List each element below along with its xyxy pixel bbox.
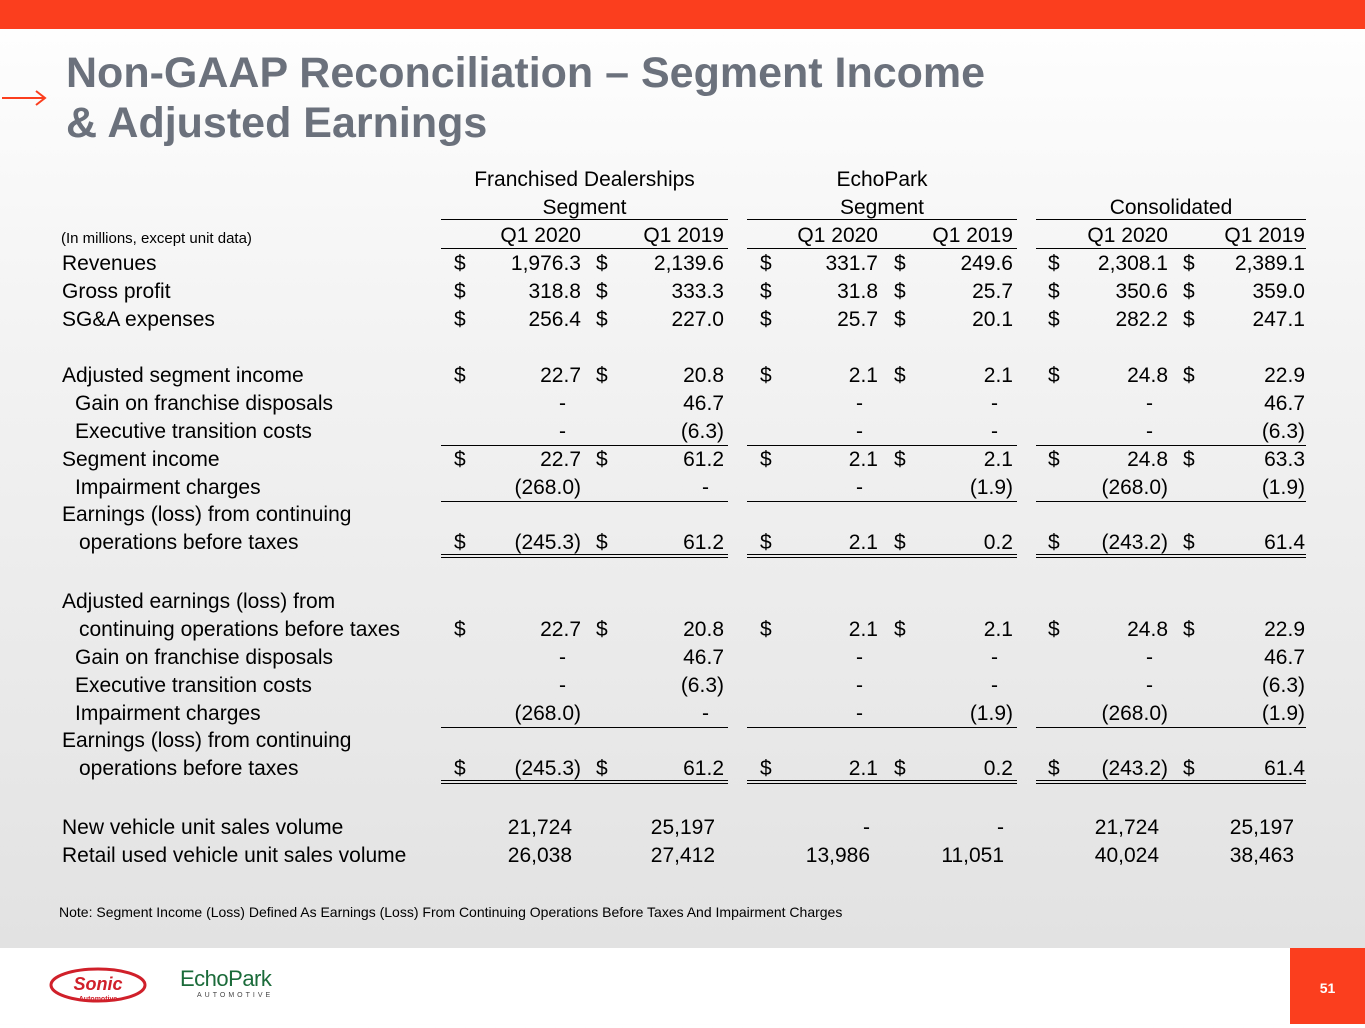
underline [441, 219, 728, 220]
table-cell: 333.3 [671, 280, 724, 303]
table-cell: 20.8 [683, 364, 724, 387]
table-cell: - [702, 702, 709, 725]
title-line-1: Non-GAAP Reconciliation – Segment Income [66, 49, 986, 97]
table-cell: (245.3) [514, 757, 581, 780]
underline [747, 445, 1017, 446]
table-cell: (268.0) [1101, 702, 1168, 725]
table-cell: 22.7 [540, 448, 581, 471]
row-label: Earnings (loss) from continuing [62, 729, 352, 752]
dollar-sign: $ [454, 531, 466, 554]
table-cell: - [991, 674, 998, 697]
table-cell: (6.3) [1261, 420, 1305, 443]
row-label: operations before taxes [79, 531, 299, 554]
dollar-sign: $ [760, 280, 772, 303]
table-cell: 256.4 [528, 308, 581, 331]
table-cell: 2,139.6 [653, 252, 724, 275]
group-header-franchised: Franchised Dealerships [474, 168, 695, 191]
table-cell: 13,986 [805, 844, 870, 867]
sonic-automotive-logo [48, 965, 148, 1005]
table-cell: (243.2) [1101, 531, 1168, 554]
underline [747, 727, 1017, 728]
table-cell: - [991, 420, 998, 443]
table-cell: 227.0 [671, 308, 724, 331]
dollar-sign: $ [1183, 252, 1195, 275]
table-cell: - [559, 646, 566, 669]
top-accent-bar [0, 0, 1365, 29]
table-cell: 2.1 [983, 618, 1013, 641]
table-cell: 61.4 [1264, 531, 1305, 554]
table-cell: 26,038 [507, 844, 572, 867]
table-cell: 22.7 [540, 364, 581, 387]
table-cell: 22.9 [1264, 618, 1305, 641]
table-cell: - [863, 816, 870, 839]
double-underline [441, 780, 728, 784]
table-cell: 20.8 [683, 618, 724, 641]
table-cell: - [559, 392, 566, 415]
table-cell: - [991, 646, 998, 669]
dollar-sign: $ [894, 308, 906, 331]
table-cell: 2.1 [848, 364, 878, 387]
table-cell: 331.7 [825, 252, 878, 275]
row-label: Executive transition costs [75, 420, 312, 443]
dollar-sign: $ [894, 252, 906, 275]
table-cell: - [1146, 420, 1153, 443]
row-label: Segment income [62, 448, 220, 471]
group-header-consolidated: Consolidated [1109, 196, 1233, 219]
double-underline [1036, 554, 1306, 558]
dollar-sign: $ [1183, 364, 1195, 387]
dollar-sign: $ [894, 531, 906, 554]
table-cell: - [1146, 392, 1153, 415]
table-cell: 24.8 [1127, 364, 1168, 387]
table-cell: 61.2 [683, 757, 724, 780]
dollar-sign: $ [760, 308, 772, 331]
underline [747, 248, 1017, 249]
underline [1036, 219, 1306, 220]
dollar-sign: $ [596, 280, 608, 303]
table-cell: - [559, 674, 566, 697]
table-cell: 0.2 [983, 531, 1013, 554]
table-cell: 359.0 [1252, 280, 1305, 303]
table-cell: 21,724 [1094, 816, 1159, 839]
table-cell: (1.9) [1261, 702, 1305, 725]
table-cell: - [1146, 646, 1153, 669]
table-cell: (268.0) [1101, 476, 1168, 499]
table-cell: 24.8 [1127, 448, 1168, 471]
table-cell: 40,024 [1094, 844, 1159, 867]
dollar-sign: $ [454, 757, 466, 780]
table-cell: 318.8 [528, 280, 581, 303]
double-underline [1036, 780, 1306, 784]
dollar-sign: $ [1048, 448, 1060, 471]
dollar-sign: $ [596, 757, 608, 780]
table-cell: - [856, 420, 863, 443]
dollar-sign: $ [596, 252, 608, 275]
table-cell: 20.1 [972, 308, 1013, 331]
row-label: Impairment charges [75, 476, 261, 499]
table-cell: 22.9 [1264, 364, 1305, 387]
underline [1036, 727, 1306, 728]
table-cell: 46.7 [1264, 646, 1305, 669]
row-label: continuing operations before taxes [79, 618, 401, 641]
table-cell: 46.7 [1264, 392, 1305, 415]
dollar-sign: $ [1048, 618, 1060, 641]
table-cell: (1.9) [1261, 476, 1305, 499]
period-header: Q1 2019 [932, 224, 1013, 247]
table-cell: 61.2 [683, 448, 724, 471]
table-cell: 2.1 [848, 448, 878, 471]
dollar-sign: $ [760, 618, 772, 641]
table-cell: 2,308.1 [1097, 252, 1168, 275]
table-cell: 46.7 [683, 646, 724, 669]
row-label: operations before taxes [79, 757, 299, 780]
row-label: Gain on franchise disposals [75, 646, 333, 669]
dollar-sign: $ [454, 280, 466, 303]
row-label: Earnings (loss) from continuing [62, 503, 352, 526]
row-label: Revenues [62, 252, 157, 275]
dollar-sign: $ [894, 448, 906, 471]
dollar-sign: $ [1048, 252, 1060, 275]
table-cell: (268.0) [514, 476, 581, 499]
table-cell: 27,412 [650, 844, 715, 867]
table-cell: - [856, 674, 863, 697]
dollar-sign: $ [454, 618, 466, 641]
period-header: Q1 2019 [643, 224, 724, 247]
row-label: Adjusted segment income [62, 364, 304, 387]
dollar-sign: $ [894, 618, 906, 641]
table-cell: 25,197 [1229, 816, 1294, 839]
dollar-sign: $ [760, 252, 772, 275]
table-cell: 1,976.3 [510, 252, 581, 275]
table-cell: (243.2) [1101, 757, 1168, 780]
group-header-echopark-segment: Segment [839, 196, 925, 219]
table-cell: 282.2 [1115, 308, 1168, 331]
dollar-sign: $ [1183, 618, 1195, 641]
table-cell: - [856, 646, 863, 669]
dollar-sign: $ [454, 308, 466, 331]
dollar-sign: $ [894, 364, 906, 387]
table-cell: 61.4 [1264, 757, 1305, 780]
dollar-sign: $ [596, 448, 608, 471]
table-cell: - [559, 420, 566, 443]
table-cell: 249.6 [960, 252, 1013, 275]
table-cell: (245.3) [514, 531, 581, 554]
table-cell: 46.7 [683, 392, 724, 415]
table-cell: 38,463 [1229, 844, 1294, 867]
table-cell: 63.3 [1264, 448, 1305, 471]
svg-text:Automotive: Automotive [78, 996, 118, 1003]
underline [1036, 501, 1306, 502]
dollar-sign: $ [454, 448, 466, 471]
dollar-sign: $ [894, 757, 906, 780]
table-cell: (6.3) [680, 420, 724, 443]
table-cell: 2.1 [848, 757, 878, 780]
dollar-sign: $ [760, 364, 772, 387]
table-cell: 2,389.1 [1234, 252, 1305, 275]
dollar-sign: $ [596, 531, 608, 554]
table-cell: 11,051 [941, 844, 1004, 867]
dollar-sign: $ [1048, 531, 1060, 554]
row-label: Gross profit [62, 280, 171, 303]
table-cell: 0.2 [983, 757, 1013, 780]
dollar-sign: $ [1183, 757, 1195, 780]
dollar-sign: $ [454, 364, 466, 387]
table-cell: (1.9) [969, 476, 1013, 499]
dollar-sign: $ [596, 618, 608, 641]
table-cell: 31.8 [837, 280, 878, 303]
svg-text:Sonic: Sonic [73, 974, 123, 994]
table-cell: (268.0) [514, 702, 581, 725]
double-underline [747, 780, 1017, 784]
dollar-sign: $ [760, 757, 772, 780]
dollar-sign: $ [1048, 280, 1060, 303]
dollar-sign: $ [894, 280, 906, 303]
dollar-sign: $ [1048, 364, 1060, 387]
table-cell: 22.7 [540, 618, 581, 641]
title-line-2: & Adjusted Earnings [66, 99, 488, 147]
table-cell: 2.1 [848, 618, 878, 641]
period-header: Q1 2019 [1224, 224, 1305, 247]
dollar-sign: $ [1183, 308, 1195, 331]
arrow-right-icon [0, 88, 48, 108]
echopark-logo-subtitle: AUTOMOTIVE [197, 992, 274, 999]
table-cell: 24.8 [1127, 618, 1168, 641]
row-label: SG&A expenses [62, 308, 215, 331]
table-cell: (6.3) [1261, 674, 1305, 697]
units-note: (In millions, except unit data) [61, 230, 252, 247]
table-cell: 2.1 [848, 531, 878, 554]
page-title [66, 48, 985, 148]
table-cell: 247.1 [1252, 308, 1305, 331]
footnote: Note: Segment Income (Loss) Defined As Earnings (Loss) From Continuing Operations Before Taxes And Impairment Charges [59, 904, 843, 920]
table-cell: 350.6 [1115, 280, 1168, 303]
table-cell: 61.2 [683, 531, 724, 554]
dollar-sign: $ [1048, 757, 1060, 780]
page-number: 51 [1290, 948, 1365, 1024]
table-cell: 25.7 [837, 308, 878, 331]
row-label: New vehicle unit sales volume [62, 816, 344, 839]
table-cell: - [856, 392, 863, 415]
table-cell: - [997, 816, 1004, 839]
dollar-sign: $ [1183, 280, 1195, 303]
table-cell: 25.7 [972, 280, 1013, 303]
table-cell: - [991, 392, 998, 415]
underline [441, 727, 728, 728]
table-cell: - [856, 476, 863, 499]
underline [1036, 248, 1306, 249]
table-cell: 2.1 [983, 364, 1013, 387]
dollar-sign: $ [1183, 531, 1195, 554]
table-cell: (6.3) [680, 674, 724, 697]
period-header: Q1 2020 [797, 224, 878, 247]
group-header-echopark: EchoPark [836, 168, 928, 191]
dollar-sign: $ [1048, 308, 1060, 331]
dollar-sign: $ [760, 448, 772, 471]
dollar-sign: $ [596, 308, 608, 331]
underline [747, 219, 1017, 220]
underline [1036, 445, 1306, 446]
table-cell: - [856, 702, 863, 725]
dollar-sign: $ [760, 531, 772, 554]
echopark-logo-name: EchoPark [180, 966, 272, 991]
period-header: Q1 2020 [500, 224, 581, 247]
underline [441, 501, 728, 502]
table-cell: (1.9) [969, 702, 1013, 725]
row-label: Retail used vehicle unit sales volume [62, 844, 407, 867]
table-cell: 21,724 [507, 816, 572, 839]
row-label: Executive transition costs [75, 674, 312, 697]
group-header-franchised-segment: Segment [542, 196, 627, 219]
row-label: Impairment charges [75, 702, 261, 725]
dollar-sign: $ [596, 364, 608, 387]
period-header: Q1 2020 [1087, 224, 1168, 247]
row-label: Adjusted earnings (loss) from [62, 590, 336, 613]
table-cell: 2.1 [983, 448, 1013, 471]
double-underline [747, 554, 1017, 558]
row-label: Gain on franchise disposals [75, 392, 333, 415]
table-cell: 25,197 [650, 816, 715, 839]
dollar-sign: $ [454, 252, 466, 275]
double-underline [441, 554, 728, 558]
underline [441, 248, 728, 249]
underline [441, 445, 728, 446]
table-cell: - [1146, 674, 1153, 697]
table-cell: - [702, 476, 709, 499]
dollar-sign: $ [1183, 448, 1195, 471]
underline [747, 501, 1017, 502]
